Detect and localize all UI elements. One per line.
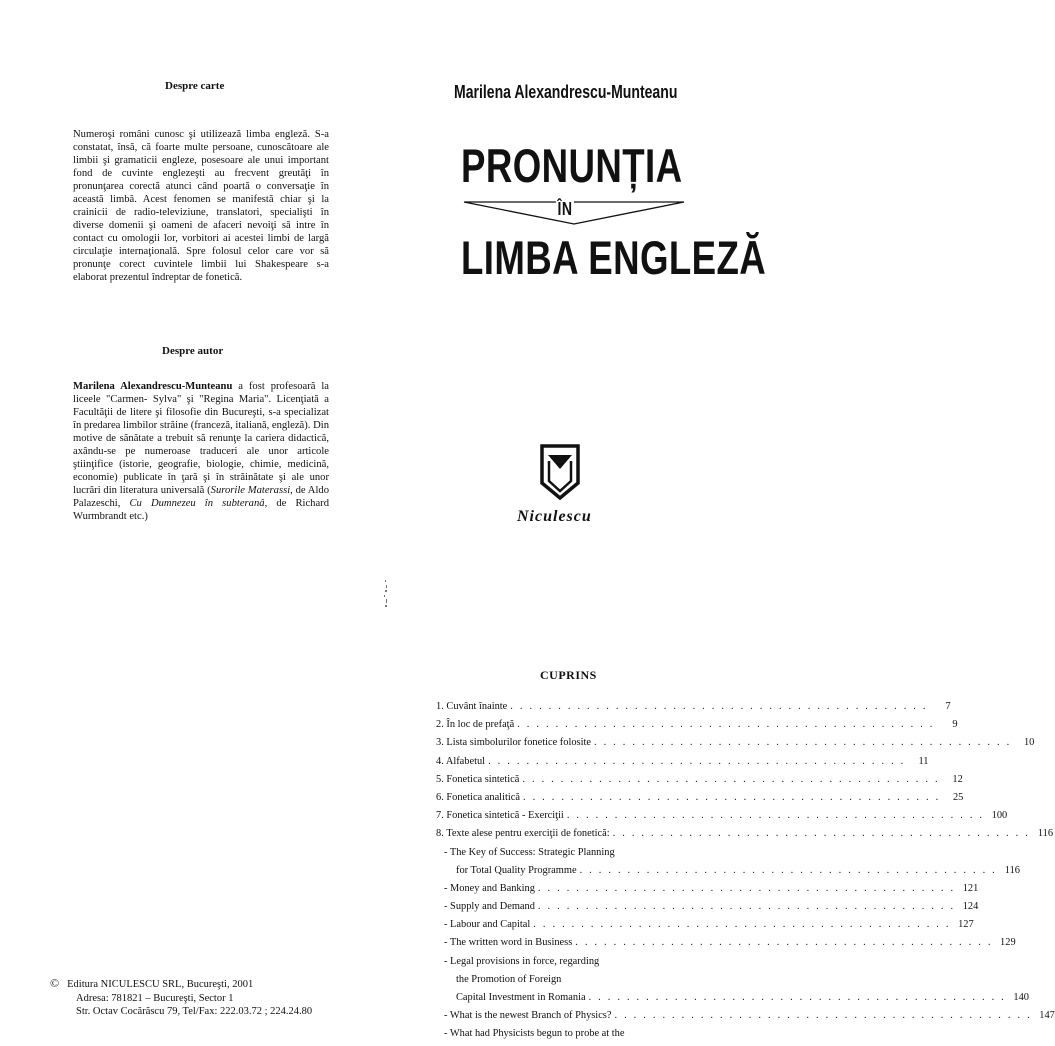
toc-entry-label: 7. Fonetica sintetică - Exerciţii (436, 810, 564, 822)
toc-row (436, 1009, 1055, 1027)
book-title-line-3: LIMBA ENGLEZĂ (461, 231, 767, 284)
toc-entry-label: the Promotion of Foreign (456, 973, 562, 985)
toc-leader-dots: . . . . . . . . . . . . . . . . . . . . . . . . . . . . . . . . . . . . . . . . . . . . (579, 864, 997, 876)
toc-entry-label: - Labour and Capital (444, 919, 531, 931)
toc-row (436, 827, 1054, 845)
toc-row (436, 991, 1029, 1009)
toc-page-number: 7 (945, 701, 951, 712)
about-author-text (73, 380, 329, 523)
toc-page-number: 11 (918, 755, 929, 767)
toc-row (436, 791, 964, 809)
toc-row (436, 936, 1016, 954)
toc-row (436, 955, 708, 973)
toc-page-number: 10 (1023, 737, 1035, 749)
toc-row (436, 773, 963, 791)
toc-row (436, 718, 958, 736)
toc-leader-dots: . . . . . . . . . . . . . . . . . . . . . . . . . . . . . . . . . . . . . . . . . . . . (533, 919, 951, 931)
toc-row (436, 700, 951, 718)
toc-row (436, 900, 979, 918)
toc-leader-dots: . . . . . . . . . . . . . . . . . . . . . . . . . . . . . . . . . . . . . . . . . . . . (537, 882, 956, 894)
toc-row (436, 918, 974, 936)
author-name-inline: Marilena Alexandrescu-Munteanu (73, 381, 233, 392)
toc-entry-label: Capital Investment in Romania (456, 992, 586, 1003)
toc-row (436, 973, 708, 991)
toc-entry-label: - Legal provisions in force, regarding (444, 955, 600, 967)
toc-entry-label: 6. Fonetica analitică (436, 791, 520, 803)
toc-row (436, 736, 1035, 754)
toc-entry-label: 3. Lista simbolurilor fonetice folosite (436, 737, 591, 749)
toc-row (436, 864, 1020, 882)
toc-leader-dots: . . . . . . . . . . . . . . . . . . . . . . . . . . . . . . . . . . . . . . . . . . . . (588, 992, 1006, 1003)
publisher-line-2: Adresa: 781821 – Bucureşti, Sector 1 (76, 992, 234, 1004)
toc-page-number: 129 (1000, 937, 1016, 949)
toc-page-number: 9 (952, 719, 958, 731)
about-book-heading: Despre carte (165, 80, 225, 92)
toc-page-number: 116 (1004, 864, 1020, 876)
publisher-line-3: Str. Octav Cocărăscu 79, Tel/Fax: 222.03.72 ; 224.24.80 (76, 1006, 313, 1017)
toc-page-number: 147 (1039, 1010, 1055, 1022)
toc-heading: CUPRINS (540, 668, 597, 682)
toc-page-number: 121 (962, 882, 979, 894)
toc-entry-label: 1. Cuvânt înainte (436, 701, 508, 712)
toc-leader-dots: . . . . . . . . . . . . . . . . . . . . . . . . . . . . . . . . . . . . . . . . . . . . (614, 1010, 1032, 1022)
scan-speck (384, 580, 388, 608)
about-author-heading: Despre autor (162, 345, 224, 357)
toc-row (436, 846, 708, 864)
toc-entry-label: - The Key of Success: Strategic Planning (444, 846, 615, 858)
book-title-line-1: PRONUNȚIA (461, 139, 683, 192)
toc-leader-dots: . . . . . . . . . . . . . . . . . . . . . . . . . . . . . . . . . . . . . . . . . . . . (488, 755, 906, 767)
toc-leader-dots: . . . . . . . . . . . . . . . . . . . . . . . . . . . . . . . . . . . . . . . . . . . . (537, 901, 956, 913)
toc-entry-label: - Supply and Demand (444, 901, 535, 913)
toc-entry-label: 4. Alfabetul (436, 755, 486, 767)
toc-entry-label: - What is the newest Branch of Physics? (444, 1010, 612, 1022)
copyright-symbol: © (50, 976, 60, 990)
toc-leader-dots: . . . . . . . . . . . . . . . . . . . . . . . . . . . . . . . . . . . . . . . . . . . . (566, 810, 985, 822)
toc-row (436, 809, 1008, 827)
toc-entry-label: - The written word in Business (444, 937, 573, 949)
book-title-line-2: ÎN (557, 199, 573, 219)
toc-entry-label: 5. Fonetica sintetică (436, 773, 520, 785)
about-book-text: Numeroşi români cunosc şi utilizează limba engleză. S-a constatat, însă, că foarte multe persoane, cunoscătoare ale limbii şi gramaticii engleze, posesoare ale unui important fond de cuvinte englezeşti au frecvent greutăţi în pronunţarea corectă atunci când poartă o conversaţie în această limbă. Acest fenomen se manifestă chiar şi la crainicii de radio-televiziune, translatori, specialişti în diverse domenii şi oameni de afaceri nevoiţi să intre în contact cu omologii lor, vorbitori ai acestei limbi de largă circulaţie internaţională. Spre folosul celor care vor să pronunţe corect cuvintele limbii lui Shakespeare s-a elaborat prezentul îndreptar de fonetică. (73, 129, 329, 283)
publisher-info (50, 977, 312, 1019)
toc-page-number: 116 (1037, 828, 1054, 840)
publisher-line-1: Editura NICULESCU SRL, Bucureşti, 2001 (67, 979, 254, 990)
table-of-contents (436, 700, 1055, 1046)
toc-page-number: 25 (952, 791, 964, 803)
toc-page-number: 100 (991, 810, 1008, 822)
toc-page-number: 12 (952, 773, 963, 785)
work-title-1: Surorile Materassi (210, 485, 291, 496)
author-bio-end: , de Richard Wurmbrandt etc.) (73, 498, 329, 522)
toc-page-number: 140 (1013, 992, 1029, 1003)
toc-row (436, 1027, 708, 1045)
publisher-name: Niculescu (517, 508, 592, 525)
toc-page-number: 124 (962, 901, 979, 913)
toc-leader-dots: . . . . . . . . . . . . . . . . . . . . . . . . . . . . . . . . . . . . . . . . . . . . (522, 791, 941, 803)
toc-leader-dots: . . . . . . . . . . . . . . . . . . . . . . . . . . . . . . . . . . . . . . . . . . . . (522, 773, 940, 785)
work-title-2: Cu Dumnezeu în subteranâ (129, 498, 265, 509)
book-author: Marilena Alexandrescu-Munteanu (454, 82, 678, 102)
toc-leader-dots: . . . . . . . . . . . . . . . . . . . . . . . . . . . . . . . . . . . . . . . . . . . . (575, 937, 993, 949)
toc-row (436, 882, 979, 900)
toc-entry-label: - What had Physicists begun to probe at the (444, 1028, 625, 1040)
toc-entry-label: - Money and Banking (444, 882, 535, 894)
title-wedge-arrow (462, 196, 686, 226)
toc-entry-label: 8. Texte alese pentru exerciţii de fonetică: (436, 828, 610, 840)
toc-entry-label: for Total Quality Programme (456, 864, 577, 876)
niculescu-logo-icon (539, 443, 581, 501)
author-bio: a fost profesoară la liceele "Carmen- Sylva" şi "Regina Maria". Licenţiată a Facultăţii de litere şi filosofie din Bucureşti, s-a specializat în predarea limbilor străine (franceză, italiană, engleză). Din motive de sănătate a trebuit să renunţe la cariera didactică, axându-se pe numeroase traduceri ale unor articole ştiinţifice (istorie, geografie, biologie, chimie, medicină, economie) publicate în ţară şi în străinătate şi ale unor lucrări din literatura universală ( (73, 381, 329, 496)
toc-leader-dots: . . . . . . . . . . . . . . . . . . . . . . . . . . . . . . . . . . . . . . . . . . . . (612, 828, 1031, 840)
toc-row (436, 755, 929, 773)
author-bio-mid: , de Aldo Palazeschi, (73, 485, 329, 509)
toc-leader-dots: . . . . . . . . . . . . . . . . . . . . . . . . . . . . . . . . . . . . . . . . . . . . (517, 719, 935, 731)
toc-entry-label: 2. În loc de prefaţă (436, 719, 515, 731)
toc-leader-dots: . . . . . . . . . . . . . . . . . . . . . . . . . . . . . . . . . . . . . . . . . . . . (593, 737, 1012, 749)
toc-leader-dots: . . . . . . . . . . . . . . . . . . . . . . . . . . . . . . . . . . . . . . . . . . . . (510, 701, 928, 712)
toc-page-number: 127 (958, 919, 974, 931)
